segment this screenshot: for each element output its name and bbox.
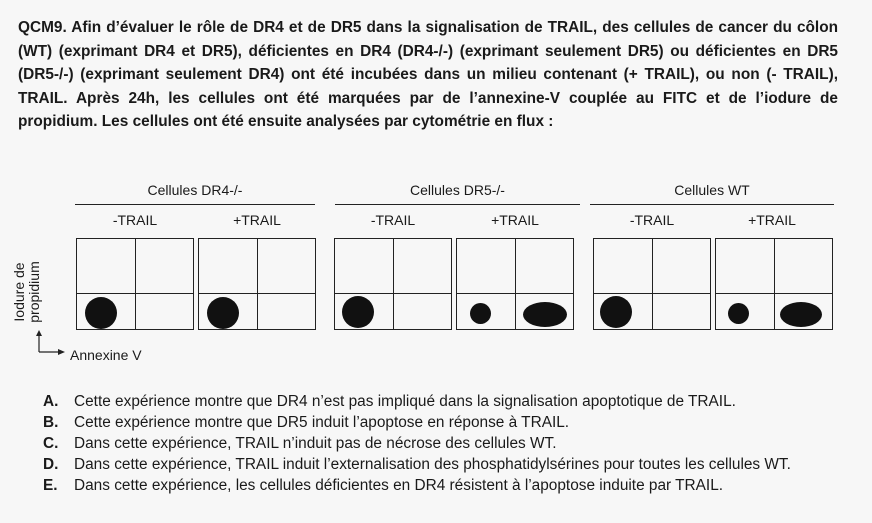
- quadrant-divider: [199, 293, 315, 294]
- condition-label: +TRAIL: [233, 212, 281, 228]
- quadrant-divider: [652, 239, 653, 329]
- flow-plot-wt-minus-trail: [593, 238, 711, 330]
- answer-e: [43, 476, 833, 496]
- group-title-dr4: Cellules DR4-/-: [147, 182, 243, 198]
- answer-d: [43, 455, 833, 475]
- flow-plot-dr4-minus-trail: [76, 238, 194, 330]
- axes-arrows: [30, 330, 70, 360]
- quadrant-divider: [774, 239, 775, 329]
- group-underline-wt: [590, 204, 834, 205]
- condition-label: -TRAIL: [370, 212, 416, 228]
- answer-letter: B.: [43, 414, 59, 431]
- answer-letter: A.: [43, 393, 59, 410]
- group-underline-dr4: [75, 204, 315, 205]
- y-axis-label: Iodure de propidium: [11, 261, 42, 323]
- x-axis-label: Annexine V: [70, 347, 142, 363]
- condition-label: -TRAIL: [112, 212, 158, 228]
- flow-plot-wt-plus-trail: [715, 238, 833, 330]
- flow-plot-dr4-plus-trail: [198, 238, 316, 330]
- quadrant-divider: [515, 239, 516, 329]
- flow-plot-dr5-plus-trail: [456, 238, 574, 330]
- condition-label: -TRAIL: [629, 212, 675, 228]
- answer-text: Cette expérience montre que DR4 n’est pas impliqué dans la signalisation apoptotique de TRAIL.: [74, 393, 736, 410]
- answer-letter: C.: [43, 435, 59, 452]
- cell-population: [207, 297, 239, 329]
- answer-letter: E.: [43, 477, 58, 494]
- cell-population: [600, 296, 632, 328]
- flow-plot-dr5-minus-trail: [334, 238, 452, 330]
- answer-text: Dans cette expérience, les cellules déficientes en DR4 résistent à l’apoptose induite par TRAIL.: [74, 477, 724, 494]
- quadrant-divider: [257, 239, 258, 329]
- condition-label: +TRAIL: [491, 212, 539, 228]
- answer-text: Dans cette expérience, TRAIL induit l’externalisation des phosphatidylsérines pour toutes les cellules WT.: [74, 456, 791, 473]
- quadrant-divider: [594, 293, 710, 294]
- quadrant-divider: [716, 293, 832, 294]
- answer-letter: D.: [43, 456, 59, 473]
- cell-population: [342, 296, 374, 328]
- cell-population-apoptotic: [523, 302, 567, 327]
- quadrant-divider: [335, 293, 451, 294]
- answer-a: [43, 392, 833, 412]
- group-title-wt: Cellules WT: [674, 182, 750, 198]
- answer-text: Cette expérience montre que DR5 induit l’apoptose en réponse à TRAIL.: [74, 414, 570, 431]
- group-underline-dr5: [335, 204, 580, 205]
- condition-label: +TRAIL: [748, 212, 796, 228]
- cell-population-live: [728, 303, 749, 324]
- group-title-dr5: Cellules DR5-/-: [410, 182, 505, 198]
- cell-population-apoptotic: [780, 302, 822, 327]
- quadrant-divider: [77, 293, 193, 294]
- quadrant-divider: [135, 239, 136, 329]
- answer-text: Dans cette expérience, TRAIL n’induit pas de nécrose des cellules WT.: [74, 435, 557, 452]
- cell-population: [85, 297, 117, 329]
- quadrant-divider: [393, 239, 394, 329]
- quadrant-divider: [457, 293, 573, 294]
- answer-list: [43, 392, 833, 497]
- answer-b: [43, 413, 833, 433]
- answer-c: [43, 434, 833, 454]
- cell-population-live: [470, 303, 491, 324]
- question-text: QCM9. Afin d’évaluer le rôle de DR4 et de DR5 dans la signalisation de TRAIL, des cellules de cancer du côlon (WT) (exprimant DR4 et DR5), déficientes en DR4 (DR4-/-) (exprimant seulement DR5) ou déficientes en DR5 (DR5-/-) (exprimant seulement DR4) ont été incubées dans un milieu contenant (+ TRAIL), ou non (- TRAIL), TRAIL. Après 24h, les cellules ont été marquées par de l’annexine-V couplée au FITC et de l’iodure de propidium. Les cellules ont été ensuite analysées par cytométrie en flux :: [18, 19, 838, 130]
